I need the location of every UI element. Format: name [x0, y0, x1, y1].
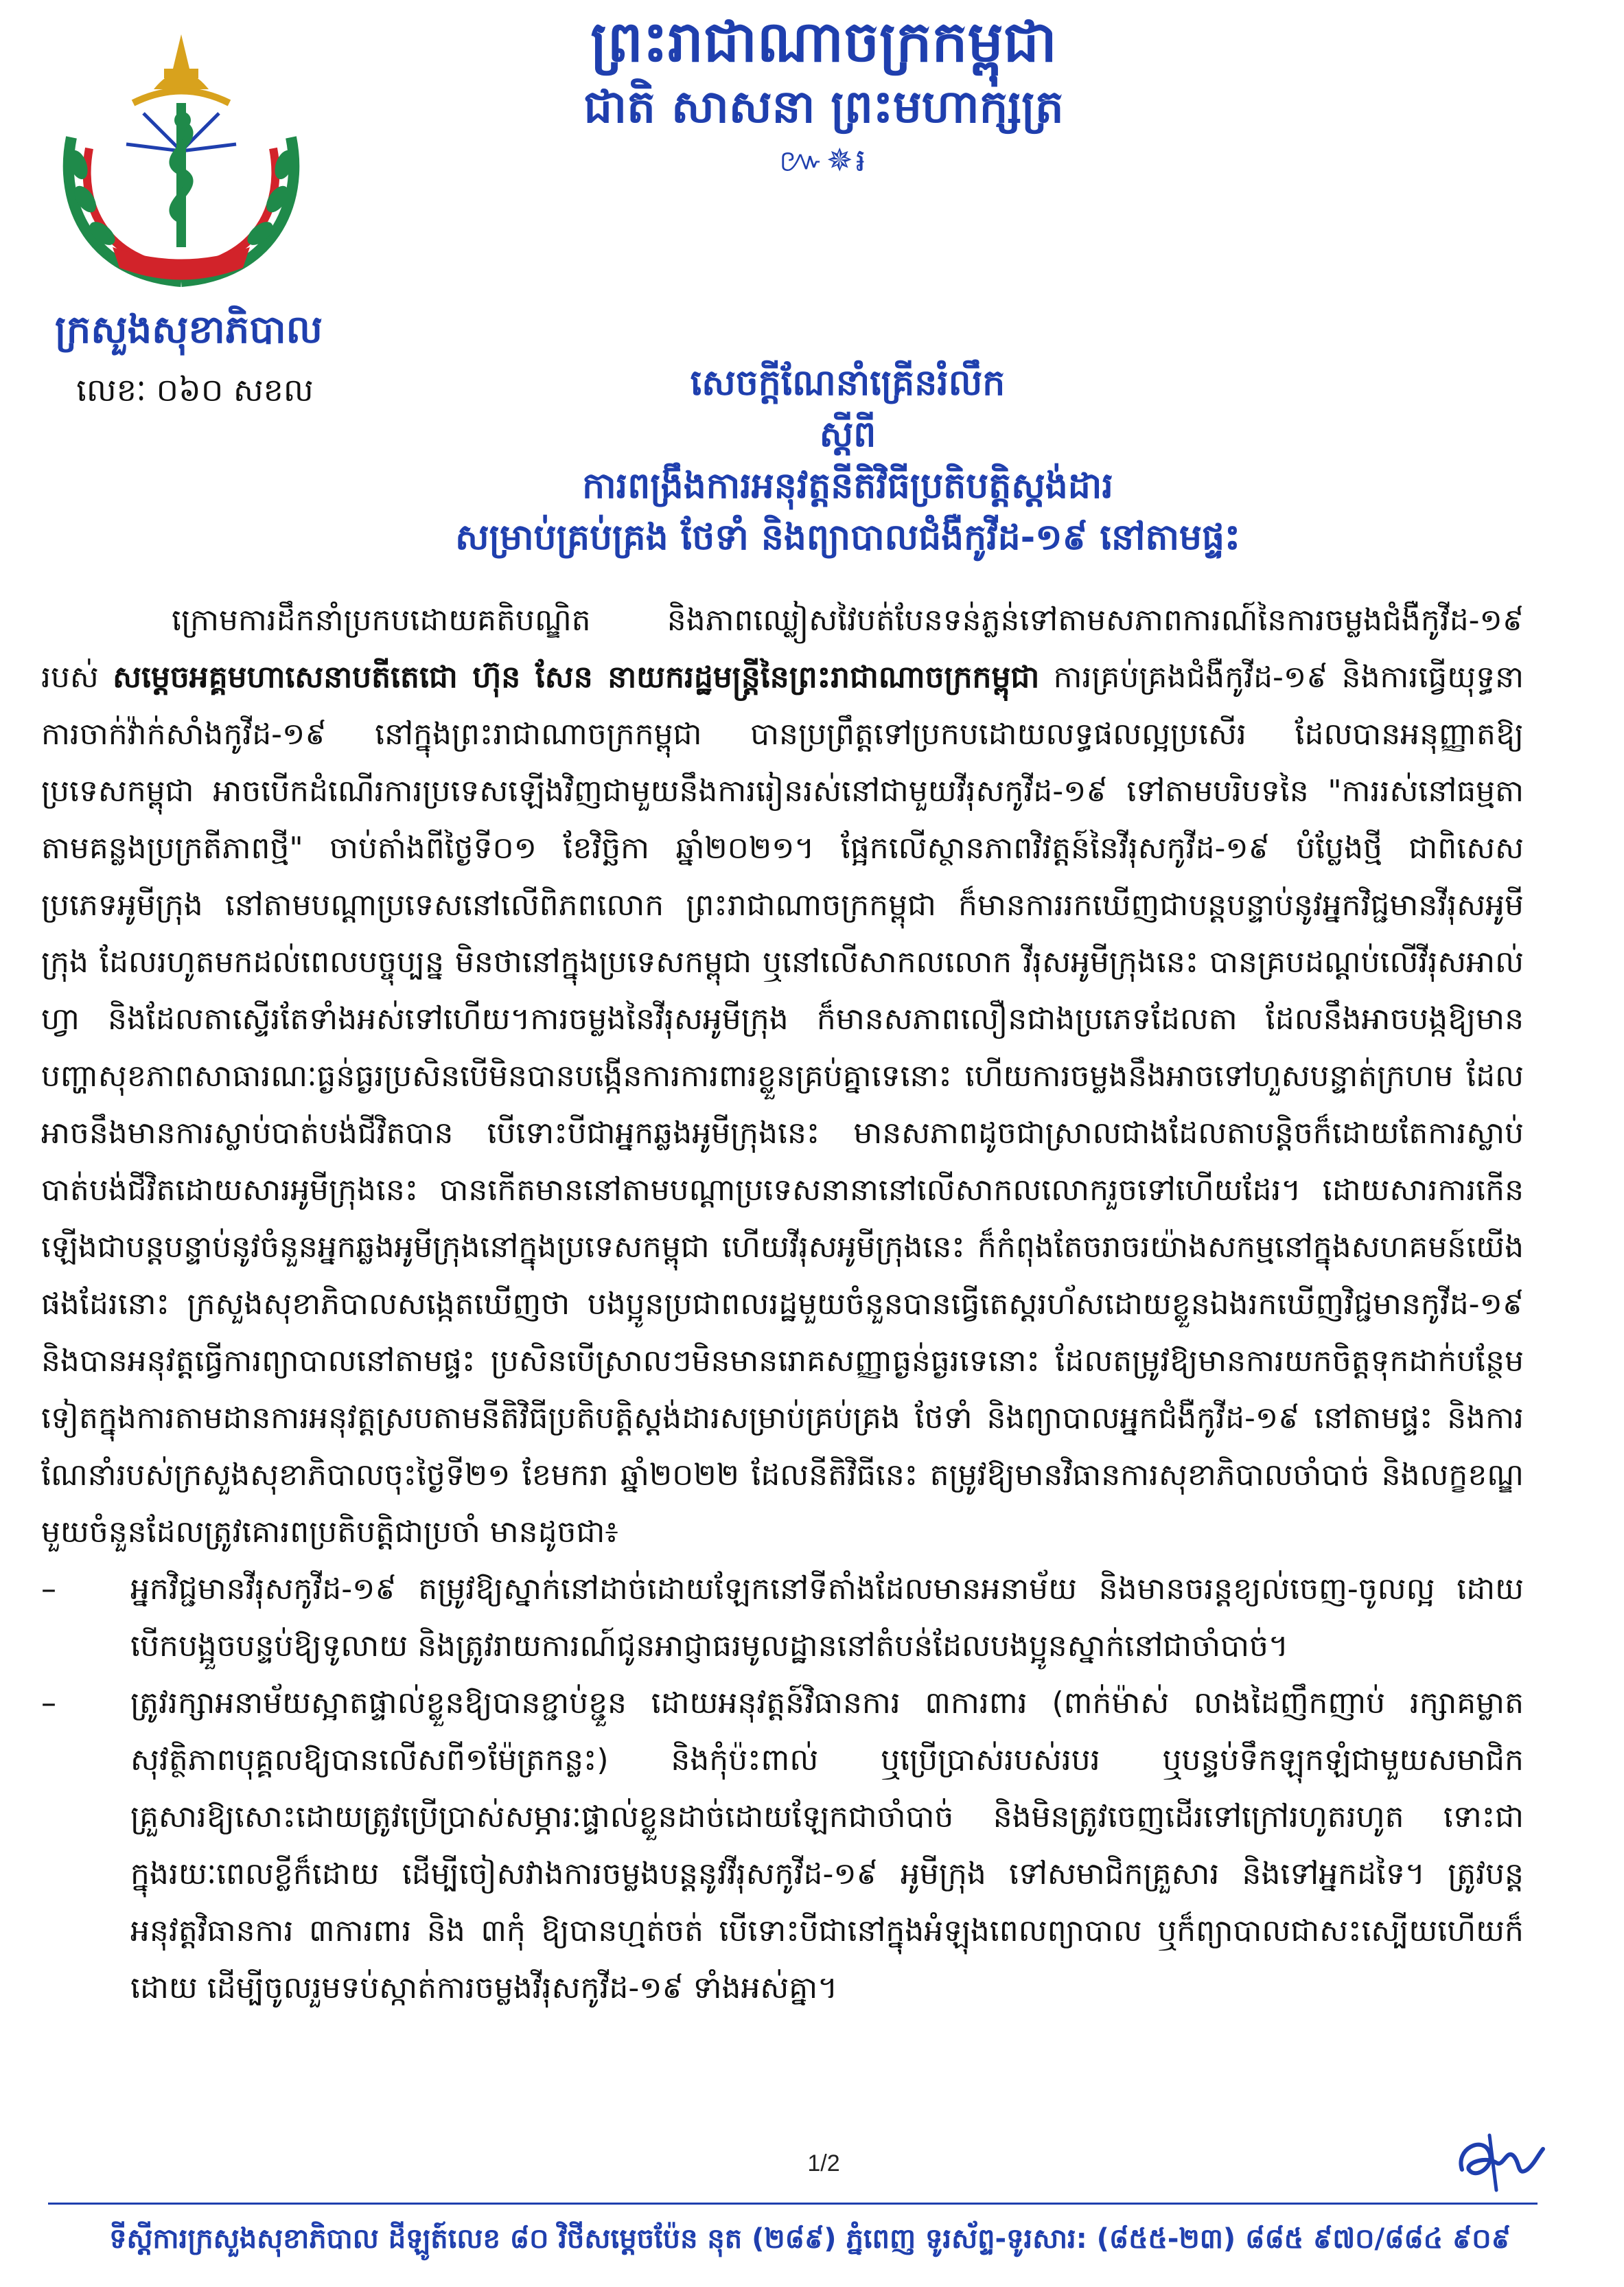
- paragraph-text: ក្រោមការដឹកនាំប្រកបដោយគតិបណ្ឌិត និងភាពឈ្លៀសវៃបត់បែនទន់ភ្លន់ទៅតាមសភាពការណ៍នៃការចម្លងជំងឺកូវីដ-១៩ របស់: [41, 603, 1524, 695]
- signature-icon: [1448, 2122, 1551, 2197]
- document-subject-line1: ការពង្រឹងការអនុវត្តនីតិវិធីប្រតិបត្តិស្តង់ដារ: [582, 466, 1113, 507]
- signature-initials: [1448, 2122, 1551, 2197]
- list-item-text: អ្នកវិជ្ជមានវីរុសកូវីដ-១៩ តម្រូវឱ្យស្នាក់នៅដាច់ដោយឡែកនៅទីតាំងដែលមានអនាម័យ និងមានចរន្តខ្យល់ចេញ-ចូលល្អ ដោយបើកបង្អួចបន្ទប់ឱ្យទូលាយ និងត្រូវរាយការណ៍ជូនអាជ្ញាធរមូលដ្ឋាននៅតំបន់ដែលបងប្អូនស្នាក់នៅជាចាំបាច់។: [130, 1572, 1524, 1664]
- document-body: [41, 592, 1524, 2016]
- document-subject-line2: សម្រាប់គ្រប់គ្រង ថែទាំ និងព្យាបាលជំងឺកូវីដ-១៩ នៅតាមផ្ទះ: [455, 517, 1240, 558]
- list-item-text: ត្រូវរក្សាអនាម័យស្អាតផ្ទាល់ខ្លួនឱ្យបានខ្ជាប់ខ្ជួន ដោយអនុវត្តន៍វិធានការ ៣ការពារ (ពាក់ម៉ាស់ លាងដៃញឹកញាប់ រក្សាគម្លាតសុវត្ថិភាពបុគ្គលឱ្យបានលើសពី១ម៉ែត្រកន្លះ) និងកុំប៉ះពាល់ ឬប្រើប្រាស់របស់របរ ឬបន្ទប់ទឹកឡុកឡំជាមួយសមាជិកគ្រួសារឱ្យសោះដោយត្រូវប្រើប្រាស់សម្ភារៈផ្ទាល់ខ្លួនដាច់ដោយឡែកជាចាំបាច់ និងមិនត្រូវចេញដើរទៅក្រៅរហូតរហូត ទោះជាក្នុងរយៈពេលខ្លីក៏ដោយ ដើម្បីចៀសវាងការចម្លងបន្តនូវវីរុសកូវីដ-១៩ អូមីក្រុង ទៅសមាជិកគ្រួសារ និងទៅអ្នកដទៃ។ ត្រូវបន្តអនុវត្តវិធានការ ៣ការពារ និង ៣កុំ ឱ្យបានហ្មត់ចត់ បើទោះបីជានៅក្នុងអំឡុងពេលព្យាបាល ឬក៏ព្យាបាលជាសះស្បើយហើយក៏ដោយ ដើម្បីចូលរួមទប់ស្កាត់ការចម្លងវីរុសកូវីដ-១៩ ទាំងអស់គ្នា។: [130, 1686, 1524, 2006]
- ministry-name: ក្រសួងសុខាភិបាល: [55, 308, 323, 352]
- list-item: [41, 1561, 1524, 1675]
- footer-divider: [48, 2203, 1538, 2205]
- paragraph-text: ការគ្រប់គ្រងជំងឺកូវីដ-១៩ និងការធ្វើយុទ្ធនាការចាក់វ៉ាក់សាំងកូវីដ-១៩ នៅក្នុងព្រះរាជាណាចក្រកម្ពុជា បានប្រព្រឹត្តទៅប្រកបដោយលទ្ធផលល្អប្រសើរ ដែលបានអនុញ្ញាតឱ្យប្រទេសកម្ពុជា អាចបើកដំណើរការប្រទេសឡើងវិញជាមួយនឹងការរៀនរស់នៅជាមួយវីរុសកូវីដ-១៩ ទៅតាមបរិបទនៃ "ការរស់នៅធម្មតាតាមគន្លងប្រក្រតីភាពថ្មី" ចាប់តាំងពីថ្ងៃទី០១ ខែវិច្ឆិកា ឆ្នាំ២០២១។ ផ្អែកលើស្ថានភាពវិវត្តន៍នៃវីរុសកូវីដ-១៩ បំប្លែងថ្មី ជាពិសេសប្រភេទអូមីក្រុង នៅតាមបណ្ដាប្រទេសនៅលើពិភពលោក ព្រះរាជាណាចក្រកម្ពុជា ក៏មានការរកឃើញជាបន្តបន្ទាប់នូវអ្នកវិជ្ជមានវីរុសអូមីក្រុង ដែលរហូតមកដល់ពេលបច្ចុប្បន្ន មិនថានៅក្នុងប្រទេសកម្ពុជា ឬនៅលើសាកលលោក វីរុសអូមីក្រុងនេះ បានគ្របដណ្ដប់លើវីរុសអាល់ហ្វា និងដែលតាស្ទើរតែទាំងអស់ទៅហើយ។ការចម្លងនៃវីរុសអូមីក្រុង ក៏មានសភាពលឿនជាងប្រភេទដែលតា ដែលនឹងអាចបង្កឱ្យមានបញ្ហាសុខភាពសាធារណៈធ្ងន់ធ្ងរប្រសិនបើមិនបានបង្កើនការការពារខ្លួនគ្រប់គ្នាទេនោះ ហើយការចម្លងនឹងអាចទៅហួសបន្ទាត់ក្រហម ដែលអាចនឹងមានការស្លាប់បាត់បង់ជីវិតបាន បើទោះបីជាអ្នកឆ្លងអូមីក្រុងនេះ មានសភាពដូចជាស្រាលជាងដែលតាបន្តិចក៏ដោយតែការស្លាប់បាត់បង់ជីវិតដោយសារអូមីក្រុងនេះ បានកើតមាននៅតាមបណ្ដាប្រទេសនានានៅលើសាកលលោករួចទៅហើយដែរ។ ដោយសារការកើនឡើងជាបន្តបន្ទាប់នូវចំនួនអ្នកឆ្លងអូមីក្រុងនៅក្នុងប្រទេសកម្ពុជា ហើយវីរុសអូមីក្រុងនេះ ក៏កំពុងតែចរាចរយ៉ាងសកម្មនៅក្នុងសហគមន៍យើងផងដែរនោះ ក្រសួងសុខាភិបាលសង្កេតឃើញថា បងប្អូនប្រជាពលរដ្ឋមួយចំនួនបានធ្វើតេស្តរហ័សដោយខ្លួនឯងរកឃើញវិជ្ជមានកូវីដ-១៩ និងបានអនុវត្តធ្វើការព្យាបាលនៅតាមផ្ទះ ប្រសិនបើស្រាលៗមិនមានរោគសញ្ញាធ្ងន់ធ្ងរទេនោះ ដែលតម្រូវឱ្យមានការយកចិត្តទុកដាក់បន្ថែមទៀតក្នុងការតាមដានការអនុវត្តស្របតាមនីតិវិធីប្រតិបត្តិស្តង់ដារសម្រាប់គ្រប់គ្រង ថែទាំ និងព្យាបាលអ្នកជំងឺកូវីដ-១៩ នៅតាមផ្ទះ និងការណែនាំរបស់ក្រសួងសុខាភិបាលចុះថ្ងៃទី២១ ខែមករា ឆ្នាំ២០២២ ដែលនីតិវិធីនេះ តម្រូវឱ្យមានវិធានការសុខាភិបាលចាំបាច់ និងលក្ខខណ្ឌមួយចំនួនដែលត្រូវគោរពប្រតិបត្តិជាប្រចាំ មានដូចជា៖: [41, 660, 1524, 1550]
- footer-address: ទីស្តីការក្រសួងសុខាភិបាល ដីឡូត៍លេខ ៨០ វិថីសម្តេចប៉ែន នុត (២៨៩) ភ្នំពេញ ទូរស័ព្ទ-ទូរសារ: (៨៥៥-២៣) ៨៨៥ ៩៧០/៨៨៤ ៩០៩: [109, 2223, 1511, 2255]
- ornament-divider: ៚✵៛: [778, 141, 869, 179]
- page-number: 1/2: [807, 2150, 840, 2176]
- national-motto: ជាតិ សាសនា ព្រះមហាក្សត្រ: [583, 80, 1064, 133]
- bullet-dash: –: [41, 1686, 56, 1721]
- ministry-logo: [30, 27, 332, 302]
- prime-minister-name: សម្ដេចអគ្គមហាសេនាបតីតេជោ ហ៊ុន សែន នាយករដ្ឋមន្ត្រីនៃព្រះរាជាណាចក្រកម្ពុជា: [113, 660, 1040, 695]
- guidance-list: [41, 1561, 1524, 2016]
- document-title: សេចក្ដីណែនាំគ្រើនរំលឹក: [690, 363, 1006, 404]
- kingdom-title: ព្រះរាជាណាចក្រកម្ពុជា: [590, 10, 1057, 75]
- bullet-dash: –: [41, 1572, 56, 1607]
- reference-number: លេខៈ ០៦០ សខល: [76, 371, 314, 409]
- ministry-emblem-icon: [30, 27, 332, 302]
- list-item: [41, 1675, 1524, 2016]
- document-subject-label: ស្ដីពី: [819, 414, 877, 455]
- body-paragraph: [41, 592, 1524, 1561]
